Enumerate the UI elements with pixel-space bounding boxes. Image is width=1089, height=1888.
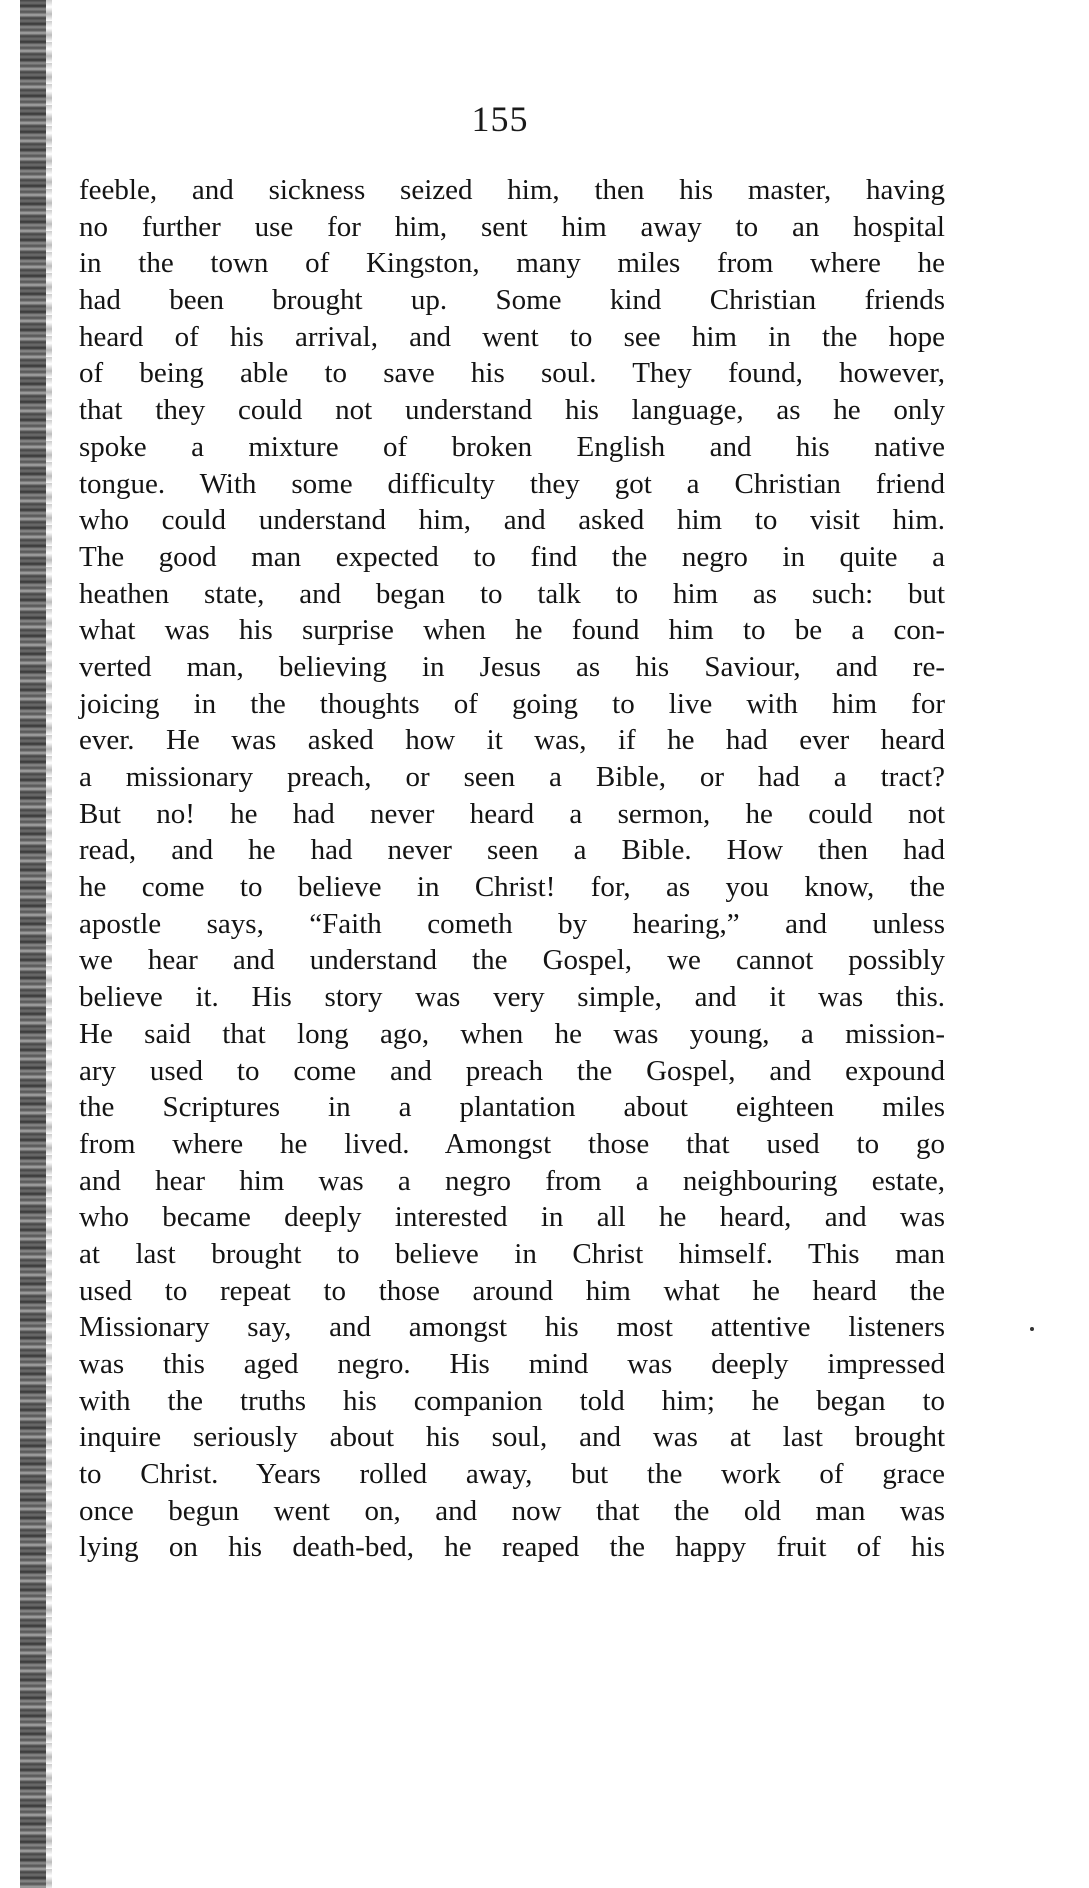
text-line: the Scriptures in a plantation about eighteen miles [79,1091,945,1124]
text-line: But no! he had never heard a sermon, he could not [79,797,945,830]
text-line: joicing in the thoughts of going to live with him for [79,687,945,720]
page-binding-shadow [46,0,52,1888]
text-line: lying on his death-bed, he reaped the happy fruit of his [79,1531,945,1564]
text-line: of being able to save his soul. They found, however, [79,357,945,390]
text-line: The good man expected to find the negro in quite a [79,540,945,573]
body-text [79,172,945,1566]
text-line: apostle says, “Faith cometh by hearing,” and unless [79,907,945,940]
text-line: inquire seriously about his soul, and was at last brought [79,1421,945,1454]
text-line: from where he lived. Amongst those that used to go [79,1127,945,1160]
text-line: what was his surprise when he found him to be a con- [79,614,945,647]
text-line: a missionary preach, or seen a Bible, or had a tract? [79,761,945,793]
text-line: he come to believe in Christ! for, as you know, the [79,871,945,904]
page-binding-edge [20,0,46,1888]
text-line: He said that long ago, when he was young, a mission- [79,1017,945,1050]
text-line: in the town of Kingston, many miles from where he [79,247,945,280]
text-line: that they could not understand his language, as he only [79,394,945,427]
text-line: we hear and understand the Gospel, we cannot possibly [79,944,945,977]
page-number: 155 [471,99,529,139]
ink-speck [1030,1327,1034,1331]
text-line: feeble, and sickness seized him, then his master, having [79,174,945,206]
text-line: with the truths his companion told him; he began to [79,1384,945,1417]
text-line: no further use for him, sent him away to an hospital [79,210,945,243]
text-line: tongue. With some difficulty they got a Christian friend [79,467,945,500]
text-line: and hear him was a negro from a neighbouring estate, [79,1164,945,1197]
text-line: who could understand him, and asked him to visit him. [79,504,945,537]
text-line: Missionary say, and amongst his most attentive listeners [79,1311,945,1344]
text-line: ever. He was asked how it was, if he had ever heard [79,724,945,757]
text-line: verted man, believing in Jesus as his Saviour, and re- [79,650,945,683]
text-line: to Christ. Years rolled away, but the work of grace [79,1458,945,1491]
text-line: at last brought to believe in Christ himself. This man [79,1237,945,1270]
text-line: heathen state, and began to talk to him as such: but [79,577,945,610]
text-line: had been brought up. Some kind Christian friends [79,284,945,317]
text-line: who became deeply interested in all he heard, and was [79,1201,945,1234]
text-line: ary used to come and preach the Gospel, and expound [79,1054,945,1087]
text-line: used to repeat to those around him what he heard the [79,1274,945,1307]
text-line: was this aged negro. His mind was deeply impressed [79,1348,945,1380]
text-line: heard of his arrival, and went to see him in the hope [79,320,945,353]
text-line: believe it. His story was very simple, and it was this. [79,981,945,1014]
text-line: spoke a mixture of broken English and his native [79,430,945,463]
text-line: read, and he had never seen a Bible. How then had [79,834,945,867]
text-line: once begun went on, and now that the old man was [79,1494,945,1527]
